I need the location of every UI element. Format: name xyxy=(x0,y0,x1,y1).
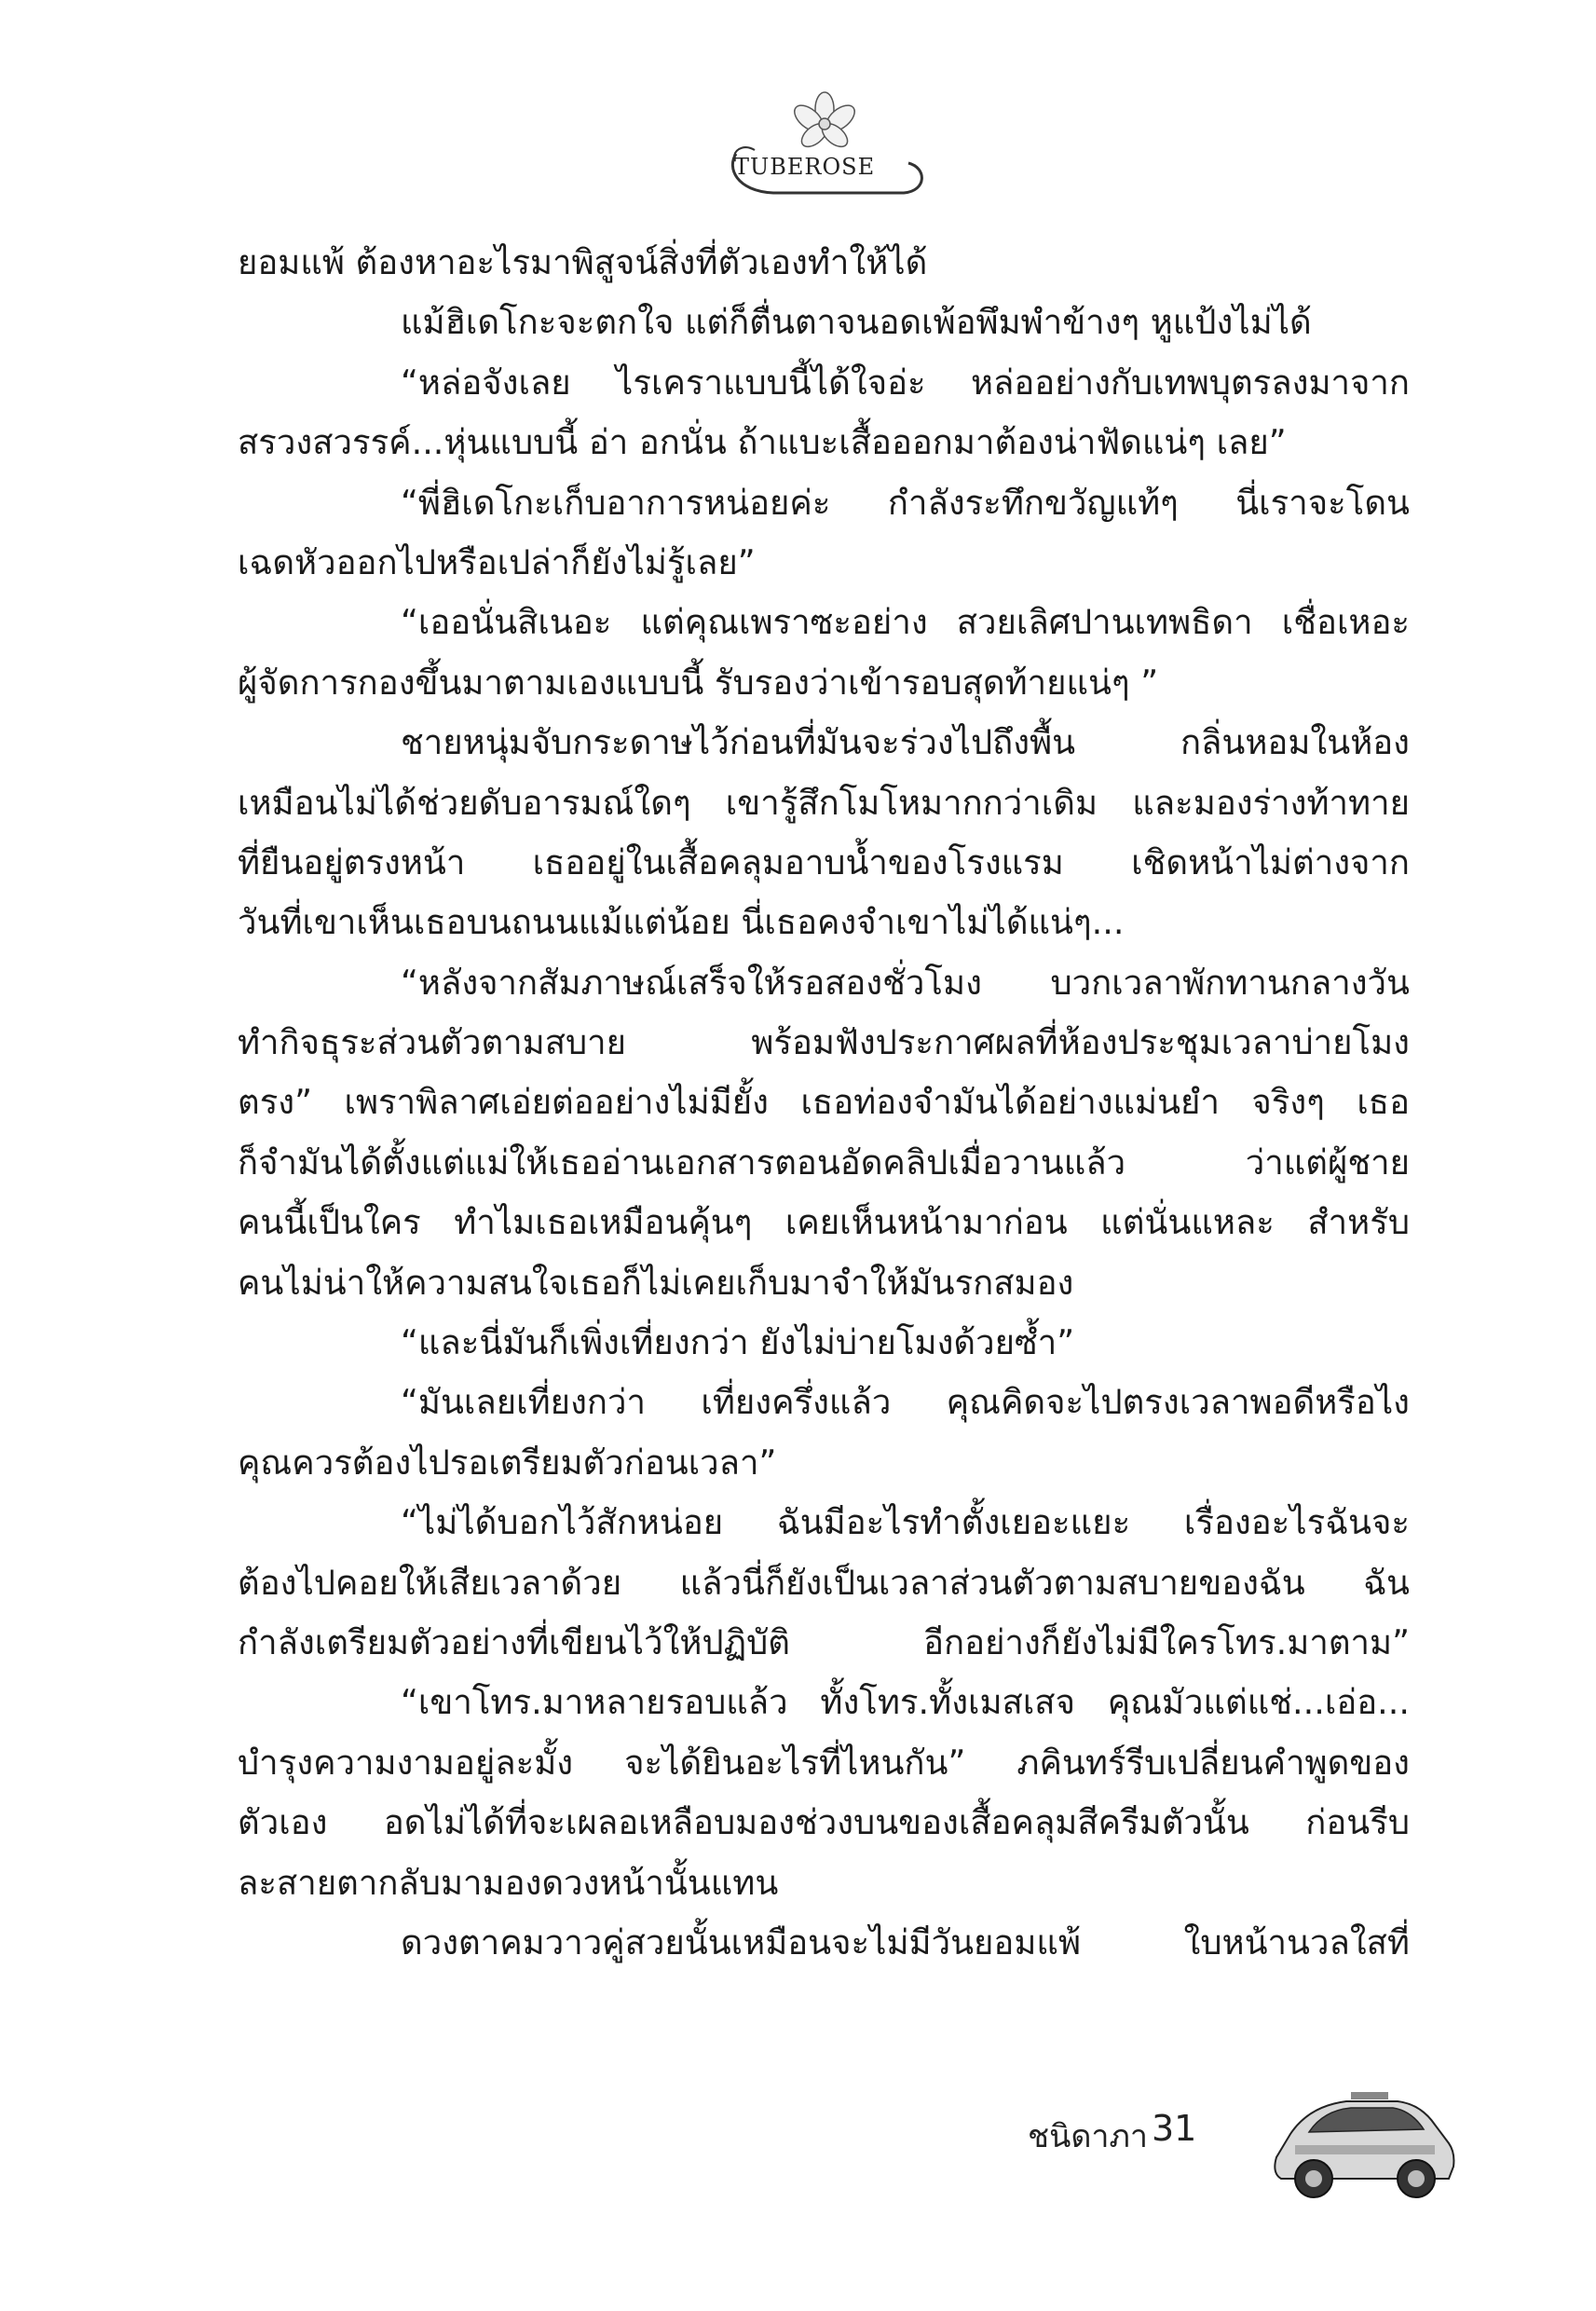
text-line: ผู้จัดการกองขึ้นมาตามเองแบบนี้ รับรองว่าเข้ารอบสุดท้ายแน่ๆ ” xyxy=(238,662,1159,703)
text-line: ที่ยืนอยู่ตรงหน้า เธออยู่ในเสื้อคลุมอาบน้ำของโรงแรม เชิดหน้าไม่ต่างจาก xyxy=(238,841,1410,882)
text-line: “ไม่ได้บอกไว้สักหน่อย ฉันมีอะไรทำตั้งเยอะแยะ เรื่องอะไรฉันจะ xyxy=(401,1502,1410,1543)
text-line: เหมือนไม่ได้ช่วยดับอารมณ์ใดๆ เขารู้สึกโมโหมากกว่าเดิม และมองร่างท้าทาย xyxy=(238,782,1410,823)
text-line: “มันเลยเที่ยงกว่า เที่ยงครึ่งแล้ว คุณคิดจะไปตรงเวลาพอดีหรือไง xyxy=(401,1382,1410,1423)
text-line: ตรง” เพราพิลาศเอ่ยต่ออย่างไม่มียั้ง เธอท่องจำมันได้อย่างแม่นยำ จริงๆ เธอ xyxy=(238,1082,1410,1123)
text-line: ดวงตาคมวาวคู่สวยนั้นเหมือนจะไม่มีวันยอมแพ้ ใบหน้านวลใสที่ xyxy=(401,1921,1410,1962)
text-line: “เขาโทร.มาหลายรอบแล้ว ทั้งโทร.ทั้งเมสเสจ คุณมัวแต่แช่...เอ่อ... xyxy=(401,1682,1410,1723)
footer-car-image xyxy=(1258,2069,1463,2208)
text-line: “และนี่มันก็เพิ่งเที่ยงกว่า ยังไม่บ่ายโมงด้วยซ้ำ” xyxy=(401,1322,1075,1363)
text-line: ก็จำมันได้ตั้งแต่แม่ให้เธออ่านเอกสารตอนอัดคลิปเมื่อวานแล้ว ว่าแต่ผู้ชาย xyxy=(238,1142,1410,1183)
text-line: ละสายตากลับมามองดวงหน้านั้นแทน xyxy=(238,1862,779,1903)
text-line: “หลังจากสัมภาษณ์เสร็จให้รอสองชั่วโมง บวกเวลาพักทานกลางวัน xyxy=(401,962,1410,1003)
text-line: เฉดหัวออกไปหรือเปล่าก็ยังไม่รู้เลย” xyxy=(238,541,756,582)
text-line: บำรุงความงามอยู่ละมั้ง จะได้ยินอะไรที่ไหนกัน” ภคินทร์รีบเปลี่ยนคำพูดของ xyxy=(238,1742,1410,1783)
text-line: ยอมแพ้ ต้องหาอะไรมาพิสูจน์สิ่งที่ตัวเองทำให้ได้ xyxy=(238,242,928,282)
text-line: ตัวเอง อดไม่ได้ที่จะเผลอเหลือบมองช่วงบนของเสื้อคลุมสีครีมตัวนั้น ก่อนรีบ xyxy=(238,1802,1410,1843)
body-text xyxy=(238,233,1410,1973)
page-number: 31 xyxy=(1152,2108,1197,2149)
text-line: คนไม่น่าให้ความสนใจเธอก็ไม่เคยเก็บมาจำให้มันรกสมอง xyxy=(238,1262,1074,1303)
text-line: สรวงสวรรค์...หุ่นแบบนี้ อ่า อกนั่น ถ้าแบะเสื้อออกมาต้องน่าฟัดแน่ๆ เลย” xyxy=(238,422,1287,463)
text-line: วันที่เขาเห็นเธอบนถนนแม้แต่น้อย นี่เธอคงจำเขาไม่ได้แน่ๆ... xyxy=(238,902,1125,943)
text-line: ชายหนุ่มจับกระดาษไว้ก่อนที่มันจะร่วงไปถึงพื้น กลิ่นหอมในห้อง xyxy=(401,722,1410,763)
logo-text: TUBEROSE xyxy=(734,154,876,180)
suv-car-icon xyxy=(1258,2069,1463,2208)
footer-author: ชนิดาภา xyxy=(1028,2118,1148,2155)
text-line: คนนี้เป็นใคร ทำไมเธอเหมือนคุ้นๆ เคยเห็นหน้ามาก่อน แต่นั่นแหละ สำหรับ xyxy=(238,1202,1410,1243)
header-logo xyxy=(717,89,932,200)
text-line: “เออนั่นสิเนอะ แต่คุณเพราซะอย่าง สวยเลิศปานเทพธิดา เชื่อเหอะ xyxy=(401,602,1410,643)
text-line: ต้องไปคอยให้เสียเวลาด้วย แล้วนี่ก็ยังเป็นเวลาส่วนตัวตามสบายของฉัน ฉัน xyxy=(238,1562,1410,1603)
text-line: กำลังเตรียมตัวอย่างที่เขียนไว้ให้ปฏิบัติ อีกอย่างก็ยังไม่มีใครโทร.มาตาม” xyxy=(238,1621,1410,1662)
tuberose-flower-icon xyxy=(717,89,932,200)
text-line: ทำกิจธุระส่วนตัวตามสบาย พร้อมฟังประกาศผลที่ห้องประชุมเวลาบ่ายโมง xyxy=(238,1022,1410,1063)
text-line: คุณควรต้องไปรอเตรียมตัวก่อนเวลา” xyxy=(238,1442,777,1483)
text-line: แม้ฮิเดโกะจะตกใจ แต่ก็ตื่นตาจนอดเพ้อพึมพำข้างๆ หูแป้งไม่ได้ xyxy=(401,302,1312,343)
text-line: “หล่อจังเลย ไรเคราแบบนี้ได้ใจอ่ะ หล่ออย่างกับเทพบุตรลงมาจาก xyxy=(401,362,1410,403)
text-line: “พี่ฮิเดโกะเก็บอาการหน่อยค่ะ กำลังระทึกขวัญแท้ๆ นี่เราจะโดน xyxy=(401,482,1410,523)
